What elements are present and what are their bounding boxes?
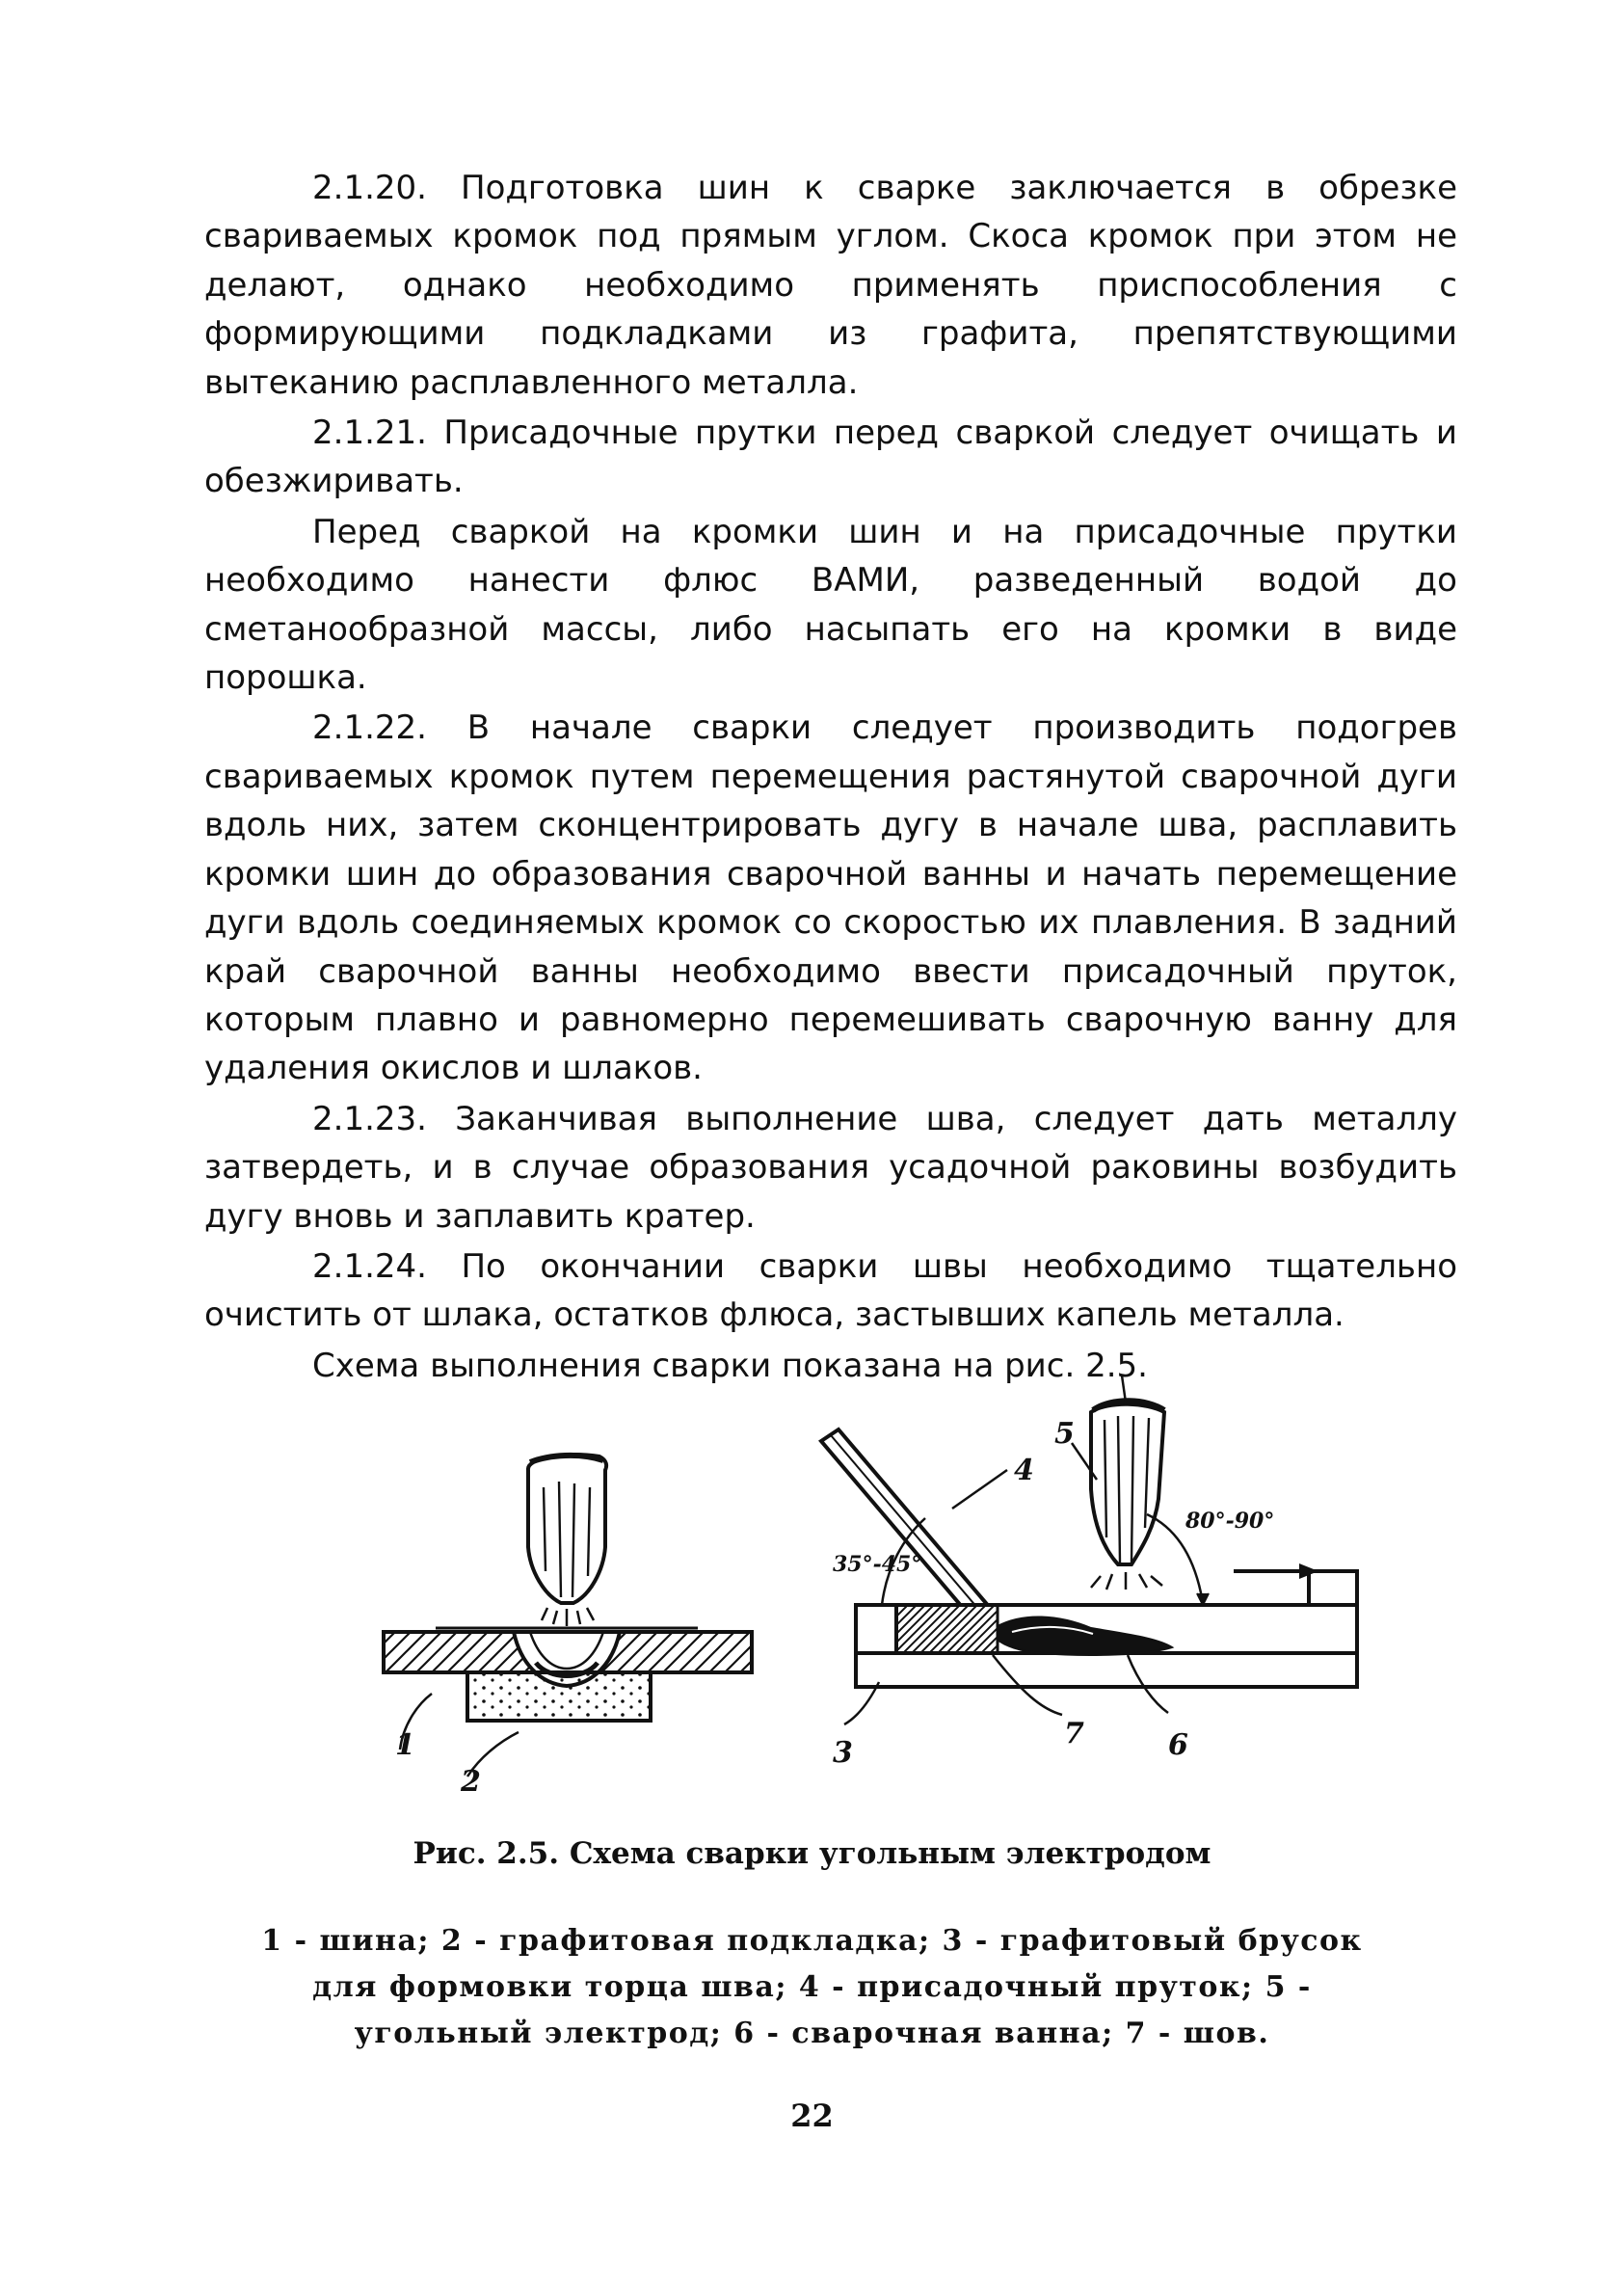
cross-section-view: [384, 1455, 752, 1799]
angle-label-electrode: 80°-90°: [1185, 1509, 1275, 1534]
figure-legend: 1 - шина; 2 - графитовая подкладка; 3 - графитовый брусок для формовки торца шва; 4 - присадочный пруток; 5 - угольный электрод; 6 - сварочная ванна; 7 - шов.: [261, 1924, 1363, 2050]
filler-rod: [821, 1429, 991, 1620]
label-1: 1: [395, 1728, 415, 1762]
carbon-electrode-right: [1091, 1401, 1164, 1564]
welding-scheme-figure: [376, 1374, 1369, 1803]
paragraph-2-1-22: 2.1.22. В начале сварки следует производить подогрев свариваемых кромок путем перемещения растянутой сварочной дуги вдоль них, затем сконцентрировать дугу в начале шва, расплавить кромки шин до образования сварочной ванны и начать перемещение дуги вдоль соединяемых кромок со скоростью их плавления. В задний край сварочной ванны необходимо ввести присадочный пруток, которым плавно и равномерно перемешивать сварочную ванну для удаления окислов и шлаков.: [204, 708, 1457, 1088]
figure-caption: Рис. 2.5. Схема сварки угольным электродом: [413, 1836, 1211, 1871]
arc-right: [1091, 1572, 1162, 1590]
carbon-electrode-left: [528, 1455, 606, 1603]
label-2: 2: [461, 1765, 481, 1799]
paragraph-2-1-24: 2.1.24. По окончании сварки швы необходимо тщательно очистить от шлака, остатков флюса, застывших капель металла.: [204, 1246, 1457, 1335]
body-text: [204, 164, 1457, 1390]
label-7: 7: [1064, 1717, 1084, 1750]
paragraph-2-1-23: 2.1.23. Заканчивая выполнение шва, следует дать металлу затвердеть, и в случае образования усадочной раковины возбудить дугу вновь и заплавить кратер.: [204, 1099, 1457, 1236]
label-6: 6: [1168, 1728, 1188, 1762]
side-view: [821, 1376, 1357, 1770]
page-number: 22: [790, 2097, 834, 2134]
graphite-backing-left: [467, 1672, 651, 1721]
label-3: 3: [833, 1736, 853, 1770]
paragraph-flux: Перед сваркой на кромки шин и на присадочные прутки необходимо нанести флюс ВАМИ, разведенный водой до сметанообразной массы, либо насыпать его на кромки в виде порошка.: [204, 512, 1457, 698]
label-5: 5: [1054, 1417, 1075, 1451]
arc-left: [542, 1608, 594, 1626]
paragraph-2-1-20: 2.1.20. Подготовка шин к сварке заключается в обрезке свариваемых кромок под прямым углом. Скоса кромок при этом не делают, однако необходимо применять приспособления с формирующими подкладками из графита, препятствующими вытеканию расплавленного металла.: [204, 169, 1457, 402]
paragraph-2-1-21: 2.1.21. Присадочные прутки перед сваркой следует очищать и обезжиривать.: [204, 414, 1457, 501]
paragraph-figure-reference: Схема выполнения сварки показана на рис. 2.5.: [312, 1346, 1148, 1385]
angle-label-rod: 35°-45°: [833, 1552, 922, 1577]
label-4: 4: [1014, 1454, 1034, 1487]
